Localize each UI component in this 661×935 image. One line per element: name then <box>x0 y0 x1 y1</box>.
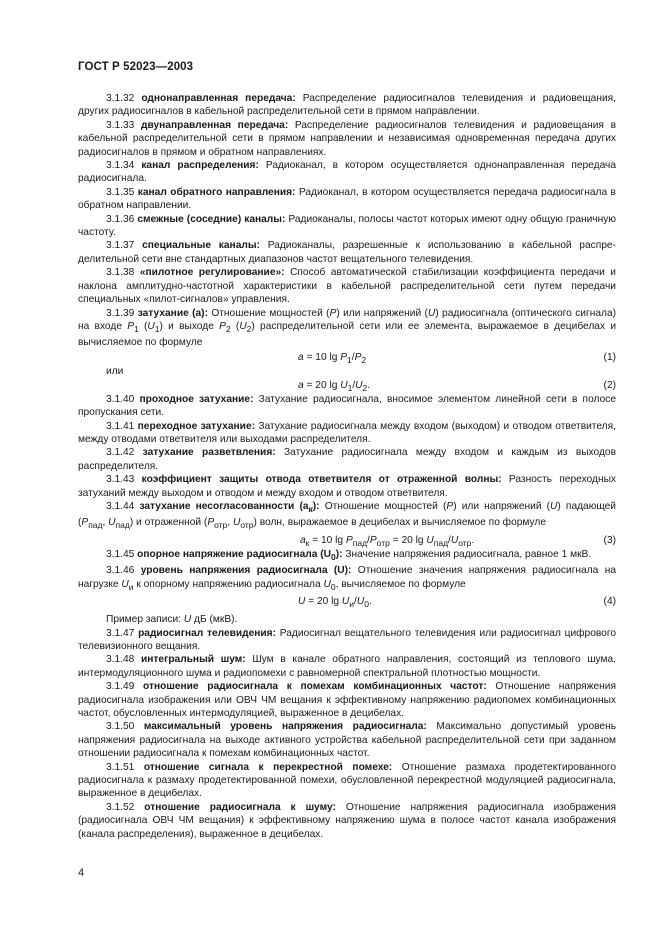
formula-2-number: (2) <box>603 379 616 391</box>
paragraph-3-1-42: 3.1.42 затухание разветвления: Затухание радиосигнала между входом и каждым из выходов распределителя. <box>78 447 616 472</box>
formula-1-number: (1) <box>603 351 616 363</box>
document-body <box>78 92 616 841</box>
paragraph-3-1-43: 3.1.43 коэффициент защиты отвода ответвителя от отраженной волны: Разность переходных затуханий между выходом и отводом и между входом и отводом ответвителя. <box>78 474 616 499</box>
formula-3: $a_к = 10$ $\lg P_{пад}/P_{отр} = 20$ $\lg U_{пад}/U_{отр}$. (3) <box>300 534 616 548</box>
paragraph-3-1-34: 3.1.34 канал распределения: Радиоканал, в котором осуществляется однонаправленная передача радиосигнала. <box>78 160 616 185</box>
formula-4-number: (4) <box>603 596 616 608</box>
paragraph-3-1-36: 3.1.36 смежные (соседние) каналы: Радиоканалы, полосы частот которых имеют одну общую граничную частоту. <box>78 213 616 239</box>
paragraph-3-1-49: 3.1.49 отношение радиосигнала к помехам комбинационных частот: Отношение напряжения радиосигнала изображения или ОВЧ ЧМ вещания к эффективному напряжению радиопомех комбинационных частот, обусловленных интермодуляцией, выраженное в децибелах. <box>78 681 616 719</box>
paragraph-3-1-40: 3.1.40 проходное затухание: Затухание радиосигнала, вносимое элементом линейной сети в полосе пропускания сети. <box>78 393 616 419</box>
formula-2: a = 20 $\lg U_1/U_2$. (2) <box>298 379 616 393</box>
paragraph-3-1-33: 3.1.33 двунаправленная передача: Распределение радиосигналов телевидения и радиовещания в кабельной распределительной сети в прямом направлении и независимая одновременная передача других радиосигналов в прямом и обратном направлениях. <box>78 119 616 158</box>
document-header: ГОСТ Р 52023—2003 <box>78 61 194 73</box>
paragraph-3-1-45: 3.1.45 опорное напряжение радиосигнала $(U_0)$: Значение напряжения радиосигнала, равное 1 мкВ. <box>106 548 592 562</box>
paragraph-3-1-52: 3.1.52 отношение радиосигнала к шуму: Отношение напряжения радиосигнала изображения (радиосигнала ОВЧ ЧМ вещания) к эффективному напряжению шума в полосе частот канала изображения (канала распределения), выраженное в децибелах. <box>78 801 616 840</box>
paragraph-3-1-37: 3.1.37 специальные каналы: Радиоканалы, разрешенные к использованию в кабельной распределительной сети вне стандартных диапазонов частот вещательного телевидения. <box>78 240 616 265</box>
paragraph-3-1-51: 3.1.51 отношение сигнала к перекрестной помехе: Отношение размаха продетектированного радиосигнала к размаху продетектированной помехи, обусловленной перекрестной модуляцией радиосигнала, выраженное в децибелах. <box>78 761 616 800</box>
paragraph-3-1-39: 3.1.39 затухание (a): Отношение мощностей (P) или напряжений (U) радиосигнала (оптического сигнала) на входе $P_1$ $(U_1)$ и выходе $P_2$ $(U_2)$ распределительной сети или ее элемента, выражаемое в децибелах и вычисляемое по формуле <box>78 307 617 349</box>
paragraph-3-1-47: 3.1.47 радиосигнал телевидения: Радиосигнал вещательного телевидения или радиосигнал цифрового телевизионного вещания. <box>78 627 616 652</box>
paragraph-3-1-41: 3.1.41 переходное затухание: Затухание радиосигнала между входом (выходом) и отводом ответвителя, между отводами ответвителя или выходами распределителя. <box>78 420 616 445</box>
formula-4: U = 20 $\lg U_и/U_0$. (4) <box>298 596 616 610</box>
paragraph-3-1-46: 3.1.46 уровень напряжения радиосигнала (U): Отношение значения напряжения радиосигнала на нагрузке $U_и$ к опорному напряжению радиосигнала $U_0$, вычисляемое по формуле <box>78 565 616 592</box>
paragraph-3-1-32: 3.1.32 однонаправленная передача: Распределение радиосигналов телевидения и радиовещания, других радиосигналов в кабельной распределительной сети в прямом направлении. <box>78 93 616 118</box>
paragraph-3-1-50: 3.1.50 максимальный уровень напряжения радиосигнала: Максимально допустимый уровень напряжения радиосигнала на выходе активного устройства кабельной распределительной сети при заданном отношении радиосигнала к помехам комбинационных частот. <box>78 721 617 760</box>
formula-3-number: (3) <box>603 534 616 546</box>
formula-1: a = 10 $\lg P_1/P_2$ (1) <box>298 351 616 365</box>
conjunction-ili: или <box>106 365 124 377</box>
example-note: Пример записи: U дБ (мкВ). <box>106 614 238 626</box>
paragraph-3-1-38: 3.1.38 «пилотное регулирование»: Способ автоматической стабилизации коэффициента передачи и наклона амплитудно-частотной характеристики в кабельной распределительной сети путем передачи специальных «пилот-сигналов» управления. <box>78 267 616 306</box>
paragraph-3-1-48: 3.1.48 интегральный шум: Шум в канале обратного направления, состоящий из теплового шума, интермодуляционного шума и радиопомехи с равномерной спектральной плотностью мощности. <box>78 654 616 679</box>
page-number: 4 <box>78 867 85 879</box>
paragraph-3-1-44: 3.1.44 затухание несогласованности $(a_к)$: Отношение мощностей (P) или напряжений (U) падающей ($P_{пад}$, $U_{пад}$) и отраженной ($P_{отр}$, $U_{отр}$) волн, выражаемое в децибелах и вычисляемое по формуле <box>78 501 616 531</box>
paragraph-3-1-35: 3.1.35 канал обратного направления: Радиоканал, в котором осуществляется передача радиосигнала в обратном направлении. <box>78 186 616 212</box>
